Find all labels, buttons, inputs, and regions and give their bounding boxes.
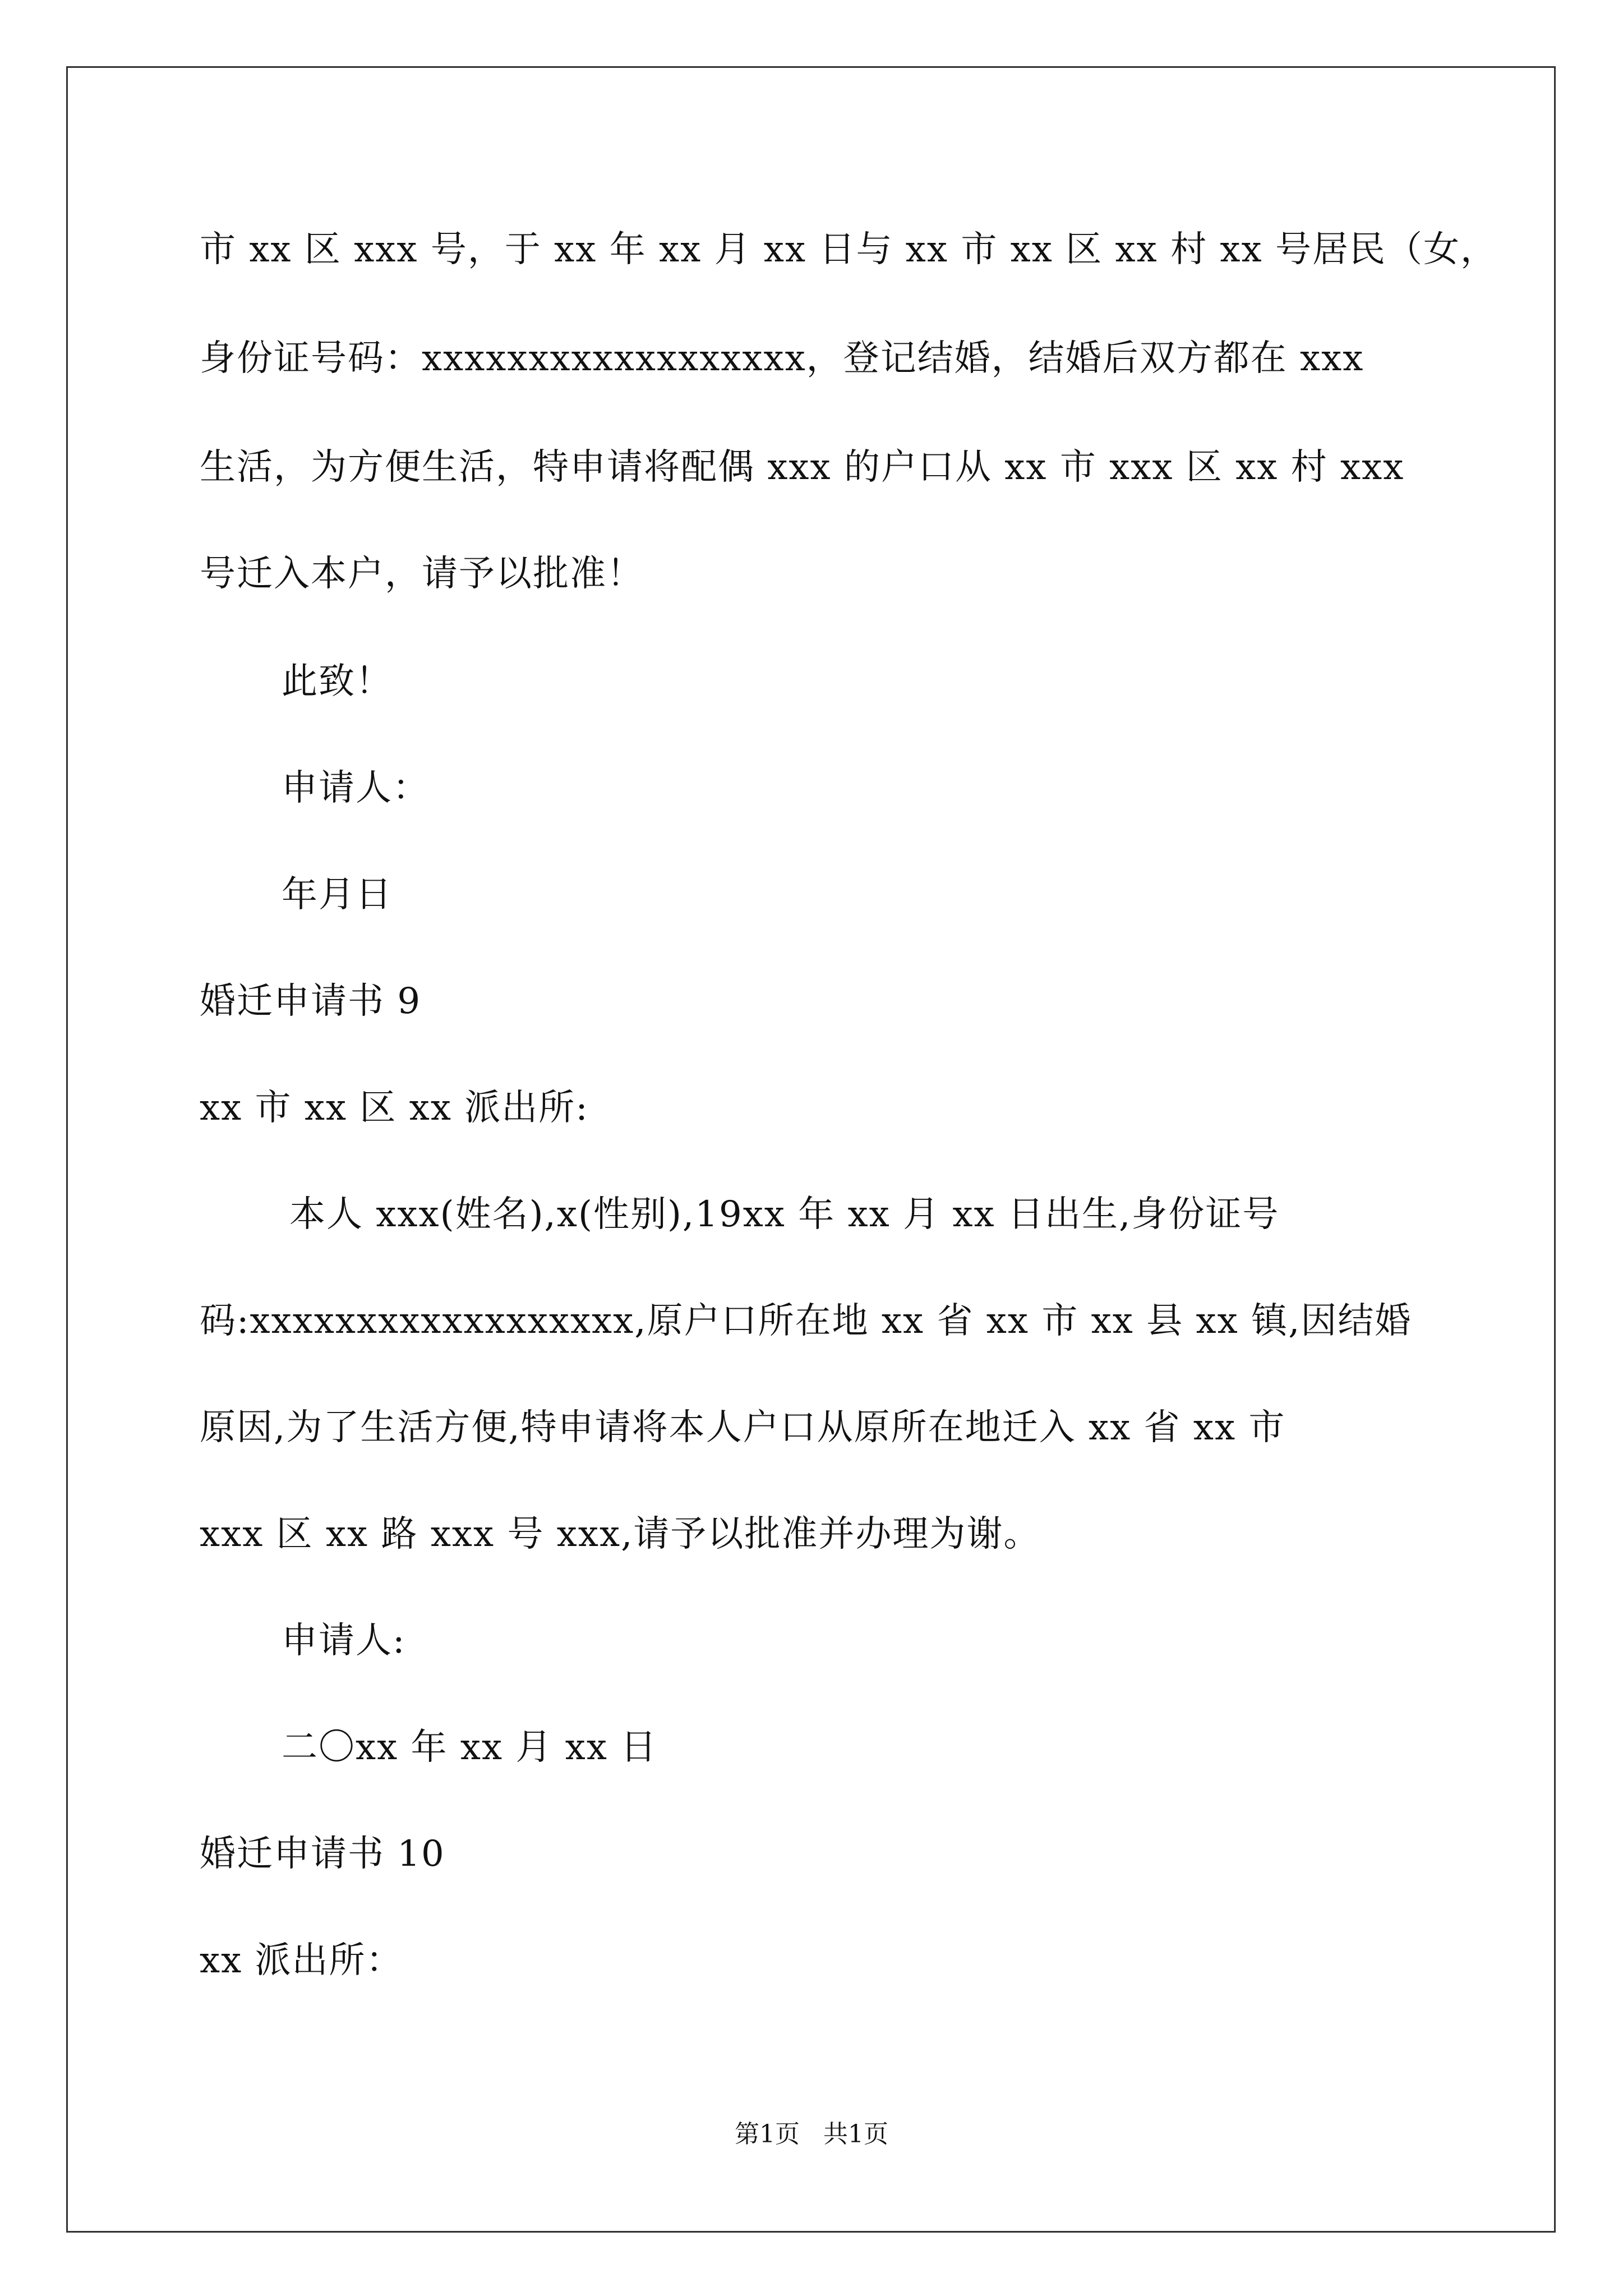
applicant-label: 申请人： [282, 767, 430, 809]
paragraph-line: 号迁入本户，请予以批准！ [200, 553, 644, 595]
date-line: 年月日 [282, 874, 393, 915]
paragraph-line: 码:xxxxxxxxxxxxxxxxxx,原户口所在地 xx 省 xx 市 xx 县 xx 镇,因结婚 [200, 1300, 1412, 1342]
paragraph-line: 市 xx 区 xxx 号，于 xx 年 xx 月 xx 日与 xx 市 xx 区 xx 村 xx 号居民（女， [200, 229, 1497, 270]
closing-salutation: 此致！ [282, 661, 393, 702]
page-border [66, 66, 1556, 2233]
paragraph-line: xxx 区 xx 路 xxx 号 xxx,请予以批准并办理为谢。 [200, 1513, 1041, 1555]
paragraph-line: 本人 xxx(姓名),x(性别),19xx 年 xx 月 xx 日出生,身份证号 [289, 1194, 1280, 1235]
section-heading: 婚迁申请书 10 [200, 1833, 445, 1875]
date-line: 二〇xx 年 xx 月 xx 日 [282, 1727, 658, 1768]
applicant-label: 申请人: [282, 1620, 406, 1662]
addressee: xx 市 xx 区 xx 派出所: [200, 1087, 589, 1129]
paragraph-line: 原因,为了生活方便,特申请将本人户口从原所在地迁入 xx 省 xx 市 [200, 1407, 1286, 1448]
page-footer: 第1页 共1页 [735, 2120, 888, 2148]
section-heading: 婚迁申请书 9 [200, 981, 422, 1022]
addressee: xx 派出所： [200, 1940, 403, 1981]
paragraph-line: 生活，为方便生活，特申请将配偶 xxx 的户口从 xx 市 xxx 区 xx 村 xxx [200, 447, 1405, 488]
paragraph-line: 身份证号码：xxxxxxxxxxxxxxxxxx，登记结婚，结婚后双方都在 xxx [200, 338, 1364, 379]
